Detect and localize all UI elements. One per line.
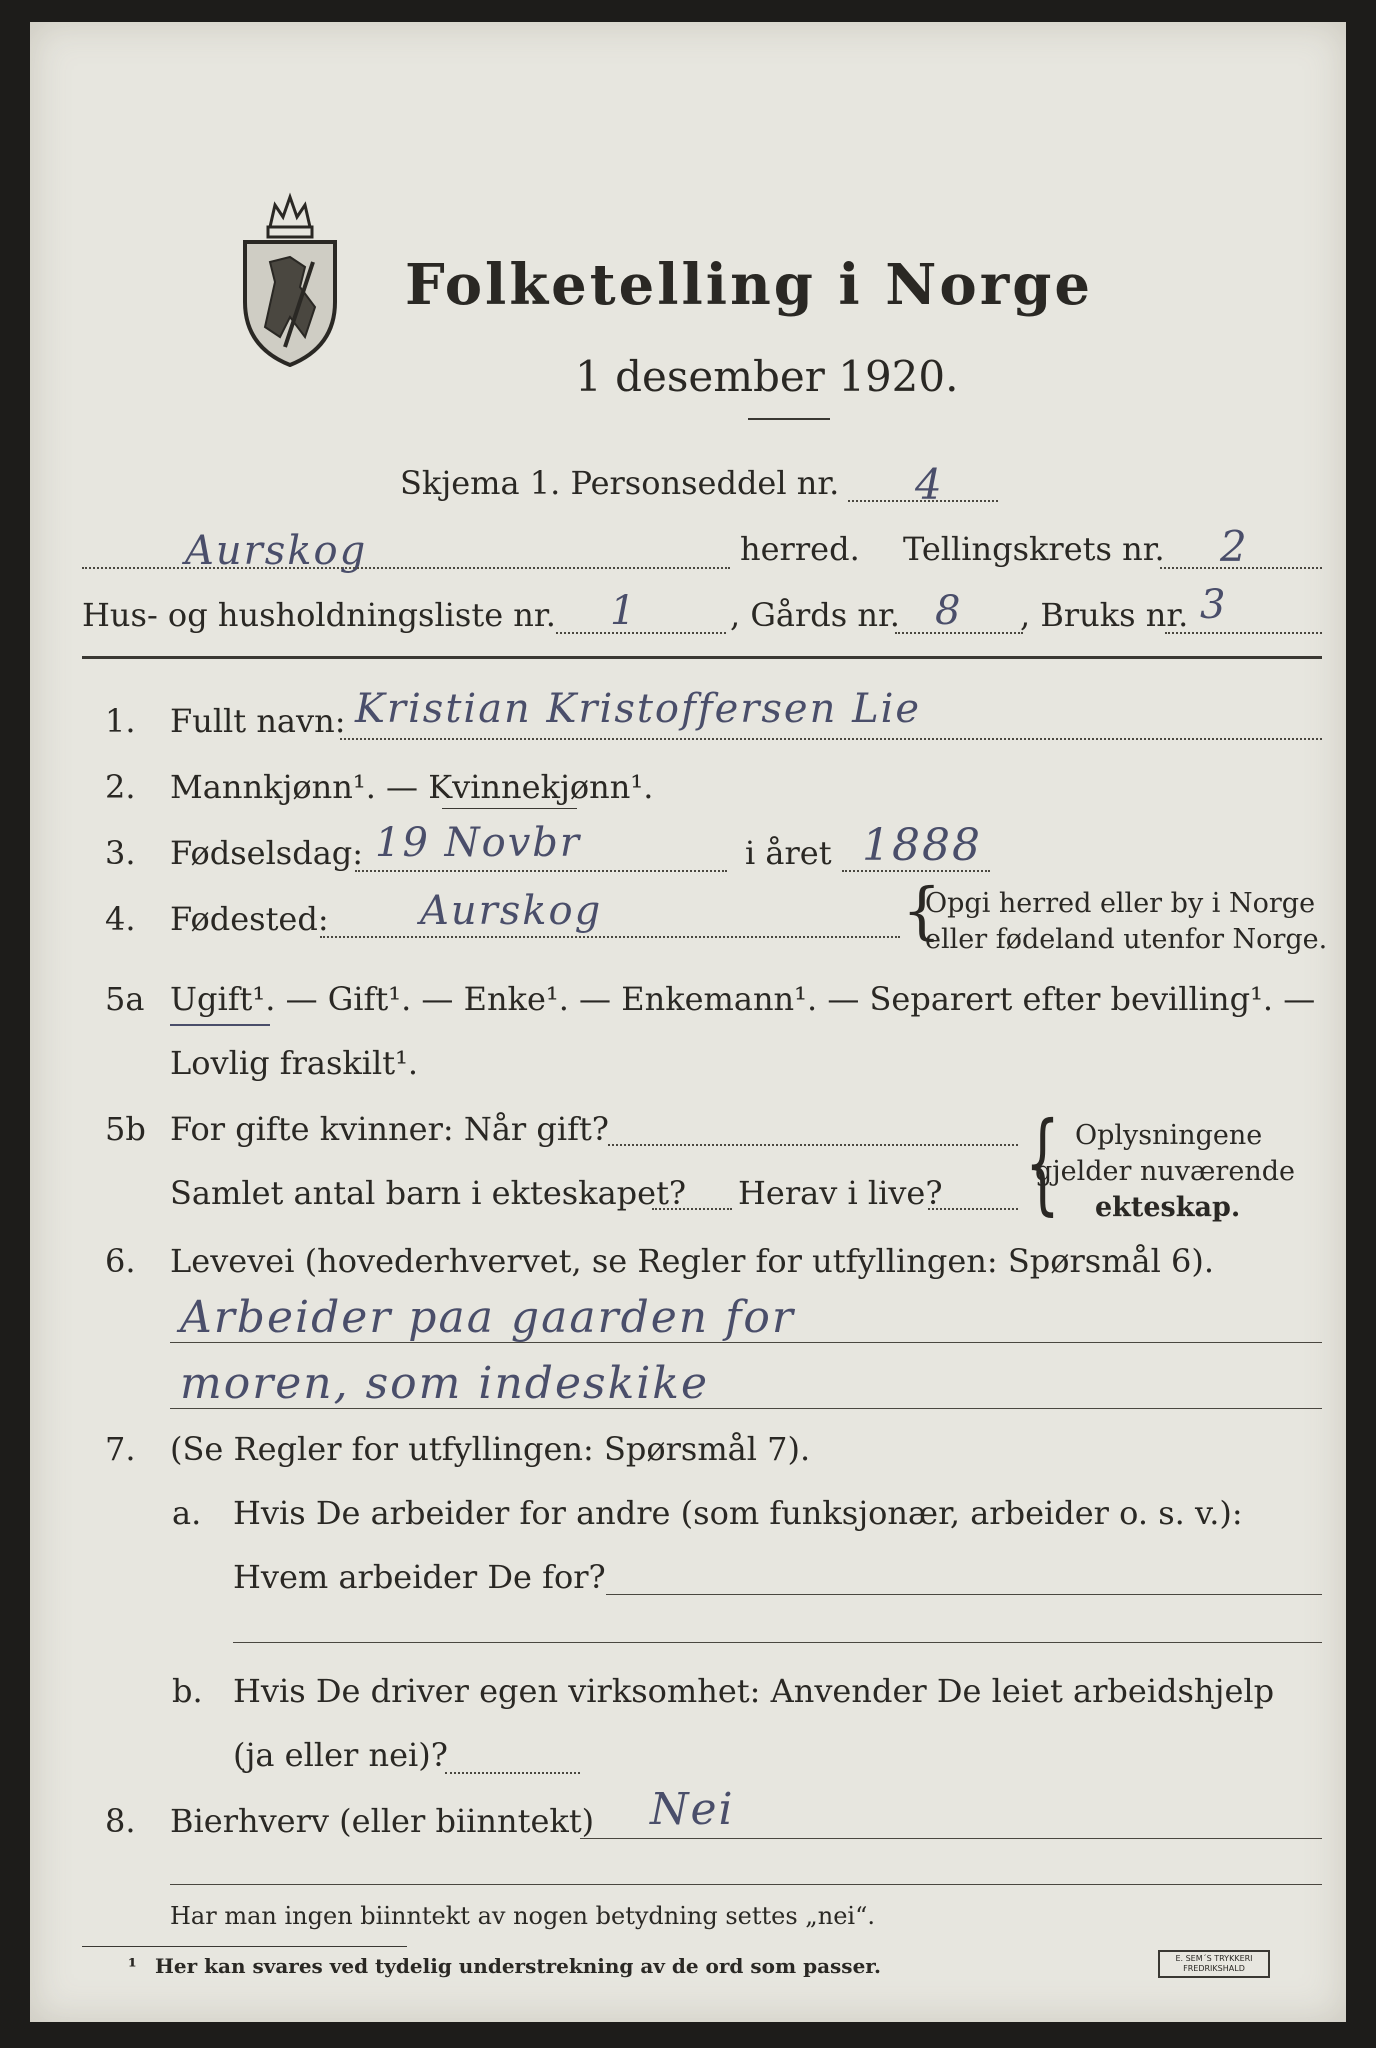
- q4-note-line2: eller fødeland utenfor Norge.: [925, 924, 1328, 955]
- q7a-line: [606, 1594, 1322, 1595]
- herred-label: herred.: [740, 530, 860, 568]
- q8-extra-line: [170, 1884, 1322, 1885]
- gards-label: , Gårds nr.: [730, 596, 900, 634]
- q6-number: 6.: [105, 1242, 136, 1280]
- q5b-note-line2: gjelder nuværende: [1035, 1156, 1295, 1187]
- q4-label: Fødested:: [170, 900, 329, 938]
- q7b-line1: Hvis De driver egen virksomhet: Anvender De leiet arbeidshjelp: [233, 1672, 1275, 1710]
- q6-label: Levevei (hovederhvervet, se Regler for utfyllingen: Spørsmål 6).: [170, 1242, 1215, 1280]
- census-form-page: [30, 22, 1346, 2022]
- q8-line: [580, 1838, 1322, 1839]
- q7b-line: [445, 1772, 580, 1774]
- q7-number: 7.: [105, 1430, 136, 1468]
- q3-birthday-value: 19 Novbr: [375, 820, 582, 866]
- bruks-label: , Bruks nr.: [1020, 596, 1189, 634]
- q4-line: [320, 936, 900, 938]
- footnote-text: Her kan svares ved tydelig understrekning av de ord som passer.: [155, 1954, 881, 1978]
- q4-birthplace-value: Aurskog: [420, 888, 603, 934]
- husliste-label: Hus- og husholdningsliste nr.: [82, 596, 556, 634]
- gards-nr-value: 8: [935, 588, 963, 634]
- footnote-mark: ¹: [128, 1954, 137, 1978]
- husliste-line: [556, 632, 726, 634]
- q5b-line2-live: Herav i live?: [738, 1174, 943, 1212]
- q8-value: Nei: [650, 1784, 735, 1835]
- q3-number: 3.: [105, 834, 136, 872]
- q7a-line1: Hvis De arbeider for andre (som funksjonær, arbeider o. s. v.):: [233, 1494, 1243, 1532]
- q3-label: Fødselsdag:: [170, 834, 364, 872]
- tellingskrets-nr-value: 2: [1220, 522, 1249, 571]
- q5a-line1: Ugift¹. — Gift¹. — Enke¹. — Enkemann¹. — Separert efter bevilling¹. —: [170, 980, 1316, 1018]
- q1-number: 1.: [105, 702, 136, 740]
- bruks-line: [1165, 632, 1322, 634]
- q7b-letter: b.: [172, 1672, 203, 1710]
- q6-occupation-value-line1: Arbeider paa gaarden for: [180, 1292, 795, 1343]
- personseddel-nr-value: 4: [915, 460, 944, 509]
- schema-label: Skjema 1. Personseddel nr.: [400, 464, 840, 502]
- q5a-line2: Lovlig fraskilt¹.: [170, 1044, 419, 1082]
- q5a-underline-ugift: [170, 1024, 270, 1026]
- q7-label: (Se Regler for utfyllingen: Spørsmål 7).: [170, 1430, 811, 1468]
- q5b-line2-barn: Samlet antal barn i ekteskapet?: [170, 1174, 687, 1212]
- q8-label: Bierhverv (eller biinntekt): [170, 1802, 595, 1840]
- q7a-extra-line: [233, 1642, 1322, 1643]
- printer-stamp-line1: E. SEM´S TRYKKERI: [1175, 1954, 1253, 1963]
- q2-number: 2.: [105, 768, 136, 806]
- footer-note: Har man ingen biinntekt av nogen betydning settes „nei“.: [170, 1902, 875, 1930]
- q4-note-line1: Opgi herred eller by i Norge: [925, 888, 1316, 919]
- q1-line: [340, 738, 1322, 740]
- q5b-note-line3: ekteskap.: [1095, 1192, 1241, 1223]
- q2-label: Mannkjønn¹. — Kvinnekjønn¹.: [170, 768, 654, 806]
- q5b-barn-line: [652, 1208, 732, 1210]
- q5b-note-line1: Oplysningene: [1075, 1120, 1263, 1151]
- q5b-line1: For gifte kvinner: Når gift?: [170, 1110, 609, 1148]
- q1-label: Fullt navn:: [170, 702, 346, 740]
- q4-note-brace: {: [902, 874, 942, 947]
- q8-number: 8.: [105, 1802, 136, 1840]
- q3-day-line: [355, 870, 727, 872]
- herred-line: [82, 567, 730, 569]
- norwegian-coat-of-arms-icon: [235, 187, 345, 367]
- q5b-number: 5b: [105, 1110, 146, 1148]
- q5b-live-line: [928, 1208, 1018, 1210]
- q7a-letter: a.: [172, 1494, 202, 1532]
- q7b-line2: (ja eller nei)?: [233, 1736, 448, 1774]
- q5a-number: 5a: [105, 980, 145, 1018]
- q3-year-value: 1888: [862, 820, 982, 871]
- q5b-nar-gift-line: [608, 1144, 1018, 1146]
- header-divider: [82, 656, 1322, 659]
- q6-occupation-value-line2: moren, som indeskike: [180, 1358, 710, 1409]
- form-title: Folketelling i Norge: [405, 252, 1094, 318]
- q4-number: 4.: [105, 900, 136, 938]
- title-divider: [748, 418, 830, 420]
- husliste-nr-value: 1: [610, 588, 638, 634]
- printer-stamp-line2: FREDRIKSHALD: [1183, 1964, 1245, 1973]
- q6-line1: [170, 1342, 1322, 1343]
- printer-stamp: [1158, 1950, 1270, 1978]
- census-date: 1 desember 1920.: [575, 352, 959, 401]
- footer-divider: [82, 1946, 407, 1947]
- q2-underline-mannkjonn: [442, 808, 577, 809]
- bruks-nr-value: 3: [1200, 582, 1228, 628]
- q6-line2: [170, 1408, 1322, 1409]
- herred-value: Aurskog: [185, 528, 368, 574]
- q5b-note-brace: {: [1025, 1098, 1060, 1226]
- q3-year-label: i året: [745, 834, 832, 872]
- tellingskrets-label: Tellingskrets nr.: [903, 530, 1165, 568]
- q1-full-name-value: Kristian Kristoffersen Lie: [355, 686, 922, 732]
- q7a-line2: Hvem arbeider De for?: [233, 1558, 606, 1596]
